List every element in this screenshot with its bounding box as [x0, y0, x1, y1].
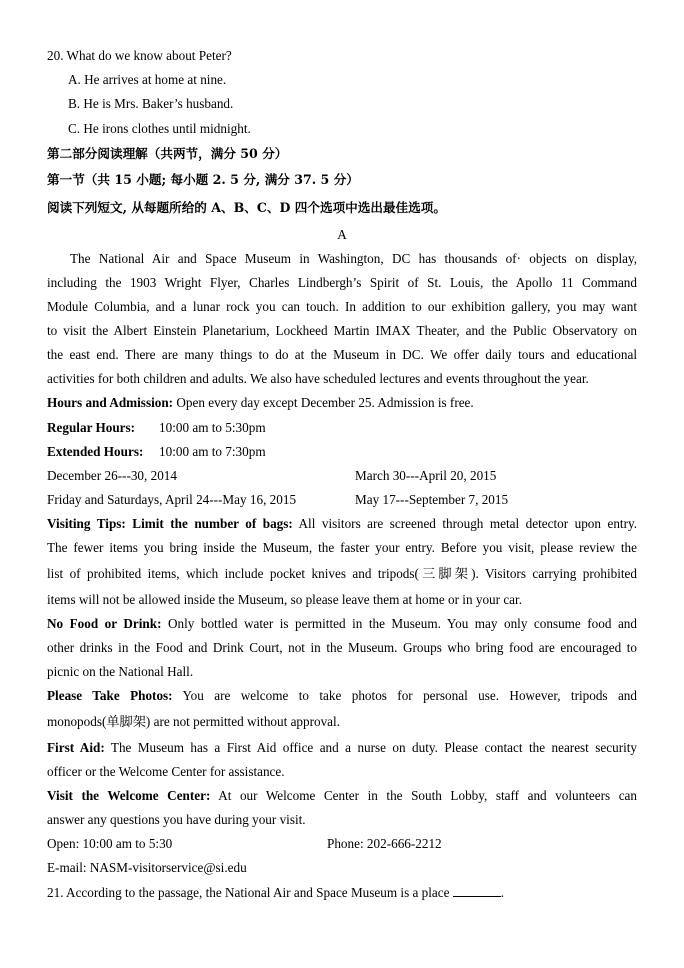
regular-hours-value: 10:00 am to 5:30pm	[159, 420, 266, 435]
extended-hours-label: Extended Hours:	[47, 444, 144, 459]
question-21-stem	[47, 884, 637, 902]
visiting-tips-line	[47, 515, 637, 533]
question-20-stem: 20. What do we know about Peter?	[47, 48, 232, 63]
photos-line	[47, 687, 637, 705]
answer-blank	[453, 884, 501, 897]
food-drink-line: other drinks in the Food and Drink Court, not in the Museum. Groups who bring food are encouraged to	[47, 640, 637, 655]
visiting-tips-label: Visiting Tips: Limit the number of bags:	[47, 516, 293, 531]
first-aid-line	[47, 739, 637, 757]
hours-text: Open every day except December 25. Admission is free.	[173, 395, 474, 410]
first-aid-label: First Aid:	[47, 740, 105, 755]
q20-option-c: C. He irons clothes until midnight.	[68, 121, 251, 136]
email-address: E-mail: NASM-visitorservice@si.edu	[47, 860, 247, 875]
date-range: March 30---April 20, 2015	[355, 468, 497, 483]
phone-number: Phone: 202-666-2212	[327, 836, 442, 851]
food-drink-label: No Food or Drink:	[47, 616, 162, 631]
passage-line: The National Air and Space Museum in Washington, DC has thousands of· objects on display,	[70, 251, 637, 266]
first-aid-line: officer or the Welcome Center for assistance.	[47, 764, 285, 779]
food-drink-line	[47, 615, 637, 633]
food-drink-text: Only bottled water is permitted in the Museum. You may only consume food and	[161, 616, 637, 631]
passage-line: activities for both children and adults. We also have scheduled lectures and events throughout the year.	[47, 371, 589, 386]
extended-hours	[47, 443, 637, 461]
reading-instructions: 阅读下列短文, 从每题所给的 A、B、C、D 四个选项中选出最佳选项。	[47, 200, 446, 215]
welcome-center-line: answer any questions you have during your visit.	[47, 812, 306, 827]
passage-line: Module Columbia, and a lunar rock you can touch. In addition to our exhibition gallery, you may want	[47, 299, 637, 314]
visiting-tips-line: The fewer items you bring inside the Museum, the faster your entry. Before you visit, please review the	[47, 540, 637, 555]
visiting-tips-line: items will not be allowed inside the Museum, so please leave them at home or in your car.	[47, 592, 523, 607]
passage-line: including the 1903 Wright Flyer, Charles Lindbergh’s Spirit of St. Louis, the Apollo 11 Command	[47, 275, 637, 290]
date-range: May 17---September 7, 2015	[355, 492, 509, 507]
section-one-heading: 第一节（共 15 小题; 每小题 2. 5 分, 满分 37. 5 分）	[47, 172, 359, 187]
food-drink-line: picnic on the National Hall.	[47, 664, 194, 679]
visiting-tips-line: list of prohibited items, which include pocket knives and tripods(三脚架). Visitors carrying prohibited	[47, 566, 637, 581]
part-two-heading: 第二部分阅读理解（共两节，满分 50 分）	[47, 146, 288, 161]
hours-admission	[47, 394, 637, 412]
q20-option-a: A. He arrives at home at nine.	[68, 72, 227, 87]
q20-option-b: B. He is Mrs. Baker’s husband.	[68, 96, 234, 111]
q21-end: .	[500, 885, 505, 900]
passage-line: to visit the Albert Einstein Planetarium, Lockheed Martin IMAX Theater, and the Public Observatory on	[47, 323, 637, 338]
visiting-tips-text: All visitors are screened through metal detector upon entry.	[292, 516, 637, 531]
passage-line: the east end. There are many things to do at the Museum in DC. We offer daily tours and educational	[47, 347, 637, 362]
q21-text: 21. According to the passage, the National Air and Space Museum is a place	[47, 885, 450, 900]
photos-label: Please Take Photos:	[47, 688, 173, 703]
open-hours: Open: 10:00 am to 5:30	[47, 836, 173, 851]
photos-text: You are welcome to take photos for personal use. However, tripods and	[172, 688, 637, 703]
extended-hours-value: 10:00 am to 7:30pm	[159, 444, 266, 459]
welcome-center-line	[47, 787, 637, 805]
welcome-center-label: Visit the Welcome Center:	[47, 788, 211, 803]
passage-letter: A	[337, 227, 347, 242]
regular-hours-label: Regular Hours:	[47, 420, 136, 435]
hours-label: Hours and Admission:	[47, 395, 174, 410]
photos-line: monopods(单脚架) are not permitted without approval.	[47, 714, 340, 729]
date-range: December 26---30, 2014	[47, 468, 177, 483]
first-aid-text: The Museum has a First Aid office and a nurse on duty. Please contact the nearest security	[104, 740, 637, 755]
date-range: Friday and Saturdays, April 24---May 16, 2015	[47, 492, 297, 507]
welcome-center-text: At our Welcome Center in the South Lobby, staff and volunteers can	[210, 788, 637, 803]
regular-hours	[47, 419, 637, 437]
